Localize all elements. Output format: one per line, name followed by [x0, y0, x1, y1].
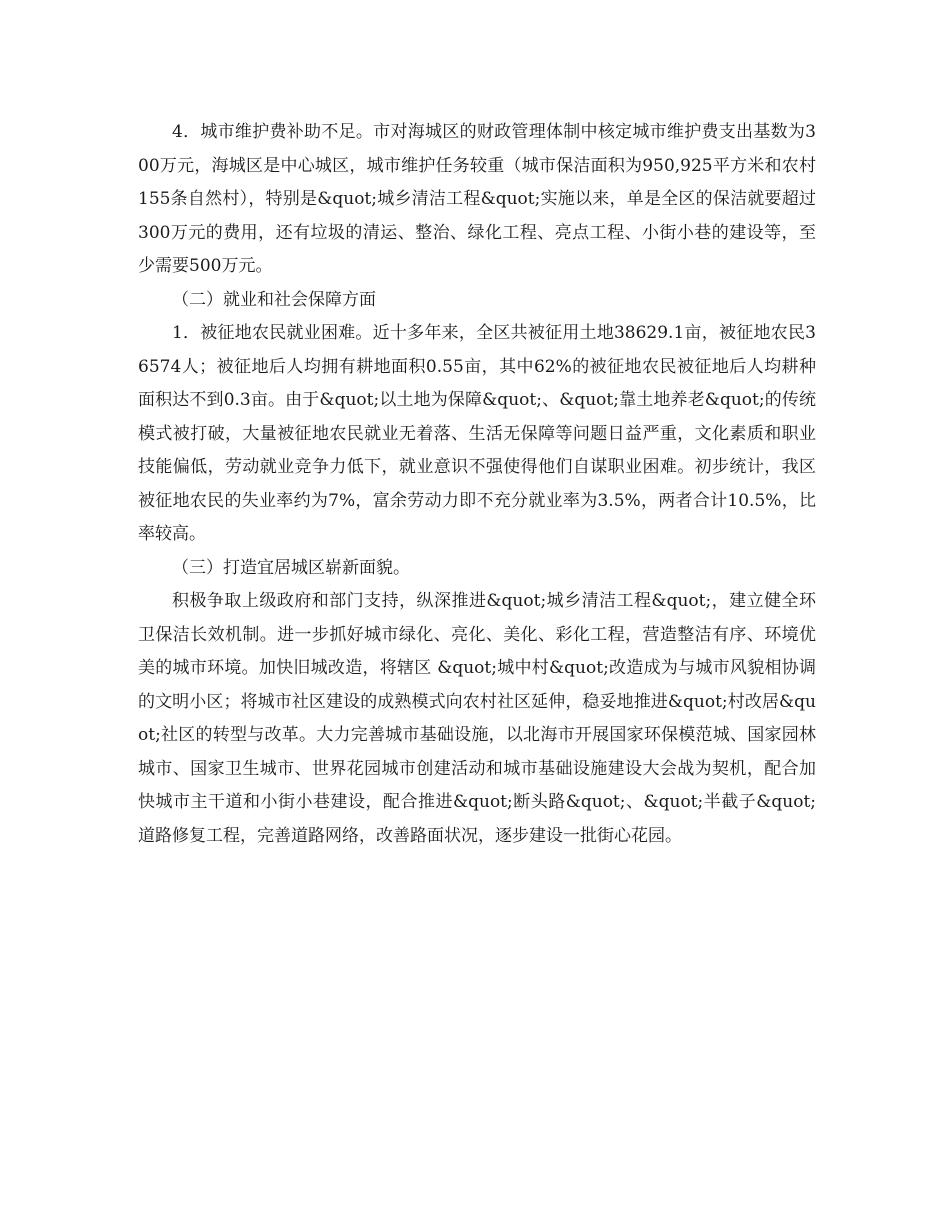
paragraph-livable-district-measures: 积极争取上级政府和部门支持，纵深推进&quot;城乡清洁工程&quot;，建立健全环卫保洁长效机制。进一步抓好城市绿化、亮化、美化、彩化工程，营造整洁有序、环境优美的城市环境。加快旧城改造，将辖区 &quot;城中村&quot;改造成为与城市风貌相协调的文明小区；将城市社区建设的成熟模式向农村社区延伸，稳妥地推进&quot;村改居&quot;社区的转型与改革。大力完善城市基础设施，以北海市开展国家环保模范城、国家园林城市、国家卫生城市、世界花园城市创建活动和城市基础设施建设大会战为契机，配合加快城市主干道和小街小巷建设，配合推进&quot;断头路&quot;、&quot;半截子&quot;道路修复工程，完善道路网络，改善路面状况，逐步建设一批街心花园。	[138, 591, 816, 846]
section-heading-employment-social-security: （二）就业和社会保障方面	[172, 289, 376, 310]
document-body	[138, 116, 816, 853]
section-heading-livable-district: （三）打造宜居城区崭新面貌。	[172, 557, 410, 578]
paragraph-urban-maintenance-subsidy: 4．城市维护费补助不足。市对海城区的财政管理体制中核定城市维护费支出基数为300万元，海城区是中心城区，城市维护任务较重（城市保洁面积为950,925平方米和农村 155条自然村），特别是&quot;城乡清洁工程&quot;实施以来，单是全区的保洁就要超过300万元的费用，还有垃圾的清运、整治、绿化工程、亮点工程、小街小巷的建设等，至少需要500万元。	[138, 122, 816, 276]
paragraph-land-expropriated-farmers-employment: 1．被征地农民就业困难。近十多年来，全区共被征用土地38629.1亩，被征地农民36574人；被征地后人均拥有耕地面积0.55亩，其中62%的被征地农民被征地后人均耕种面积达不到0.3亩。由于&quot;以土地为保障&quot;、&quot;靠土地养老&quot;的传统模式被打破，大量被征地农民就业无着落、生活无保障等问题日益严重，文化素质和职业技能偏低，劳动就业竞争力低下，就业意识不强使得他们自谋职业困难。初步统计，我区被征地农民的失业率约为7%，富余劳动力即不充分就业率为3.5%，两者合计10.5%，比率较高。	[138, 323, 816, 544]
